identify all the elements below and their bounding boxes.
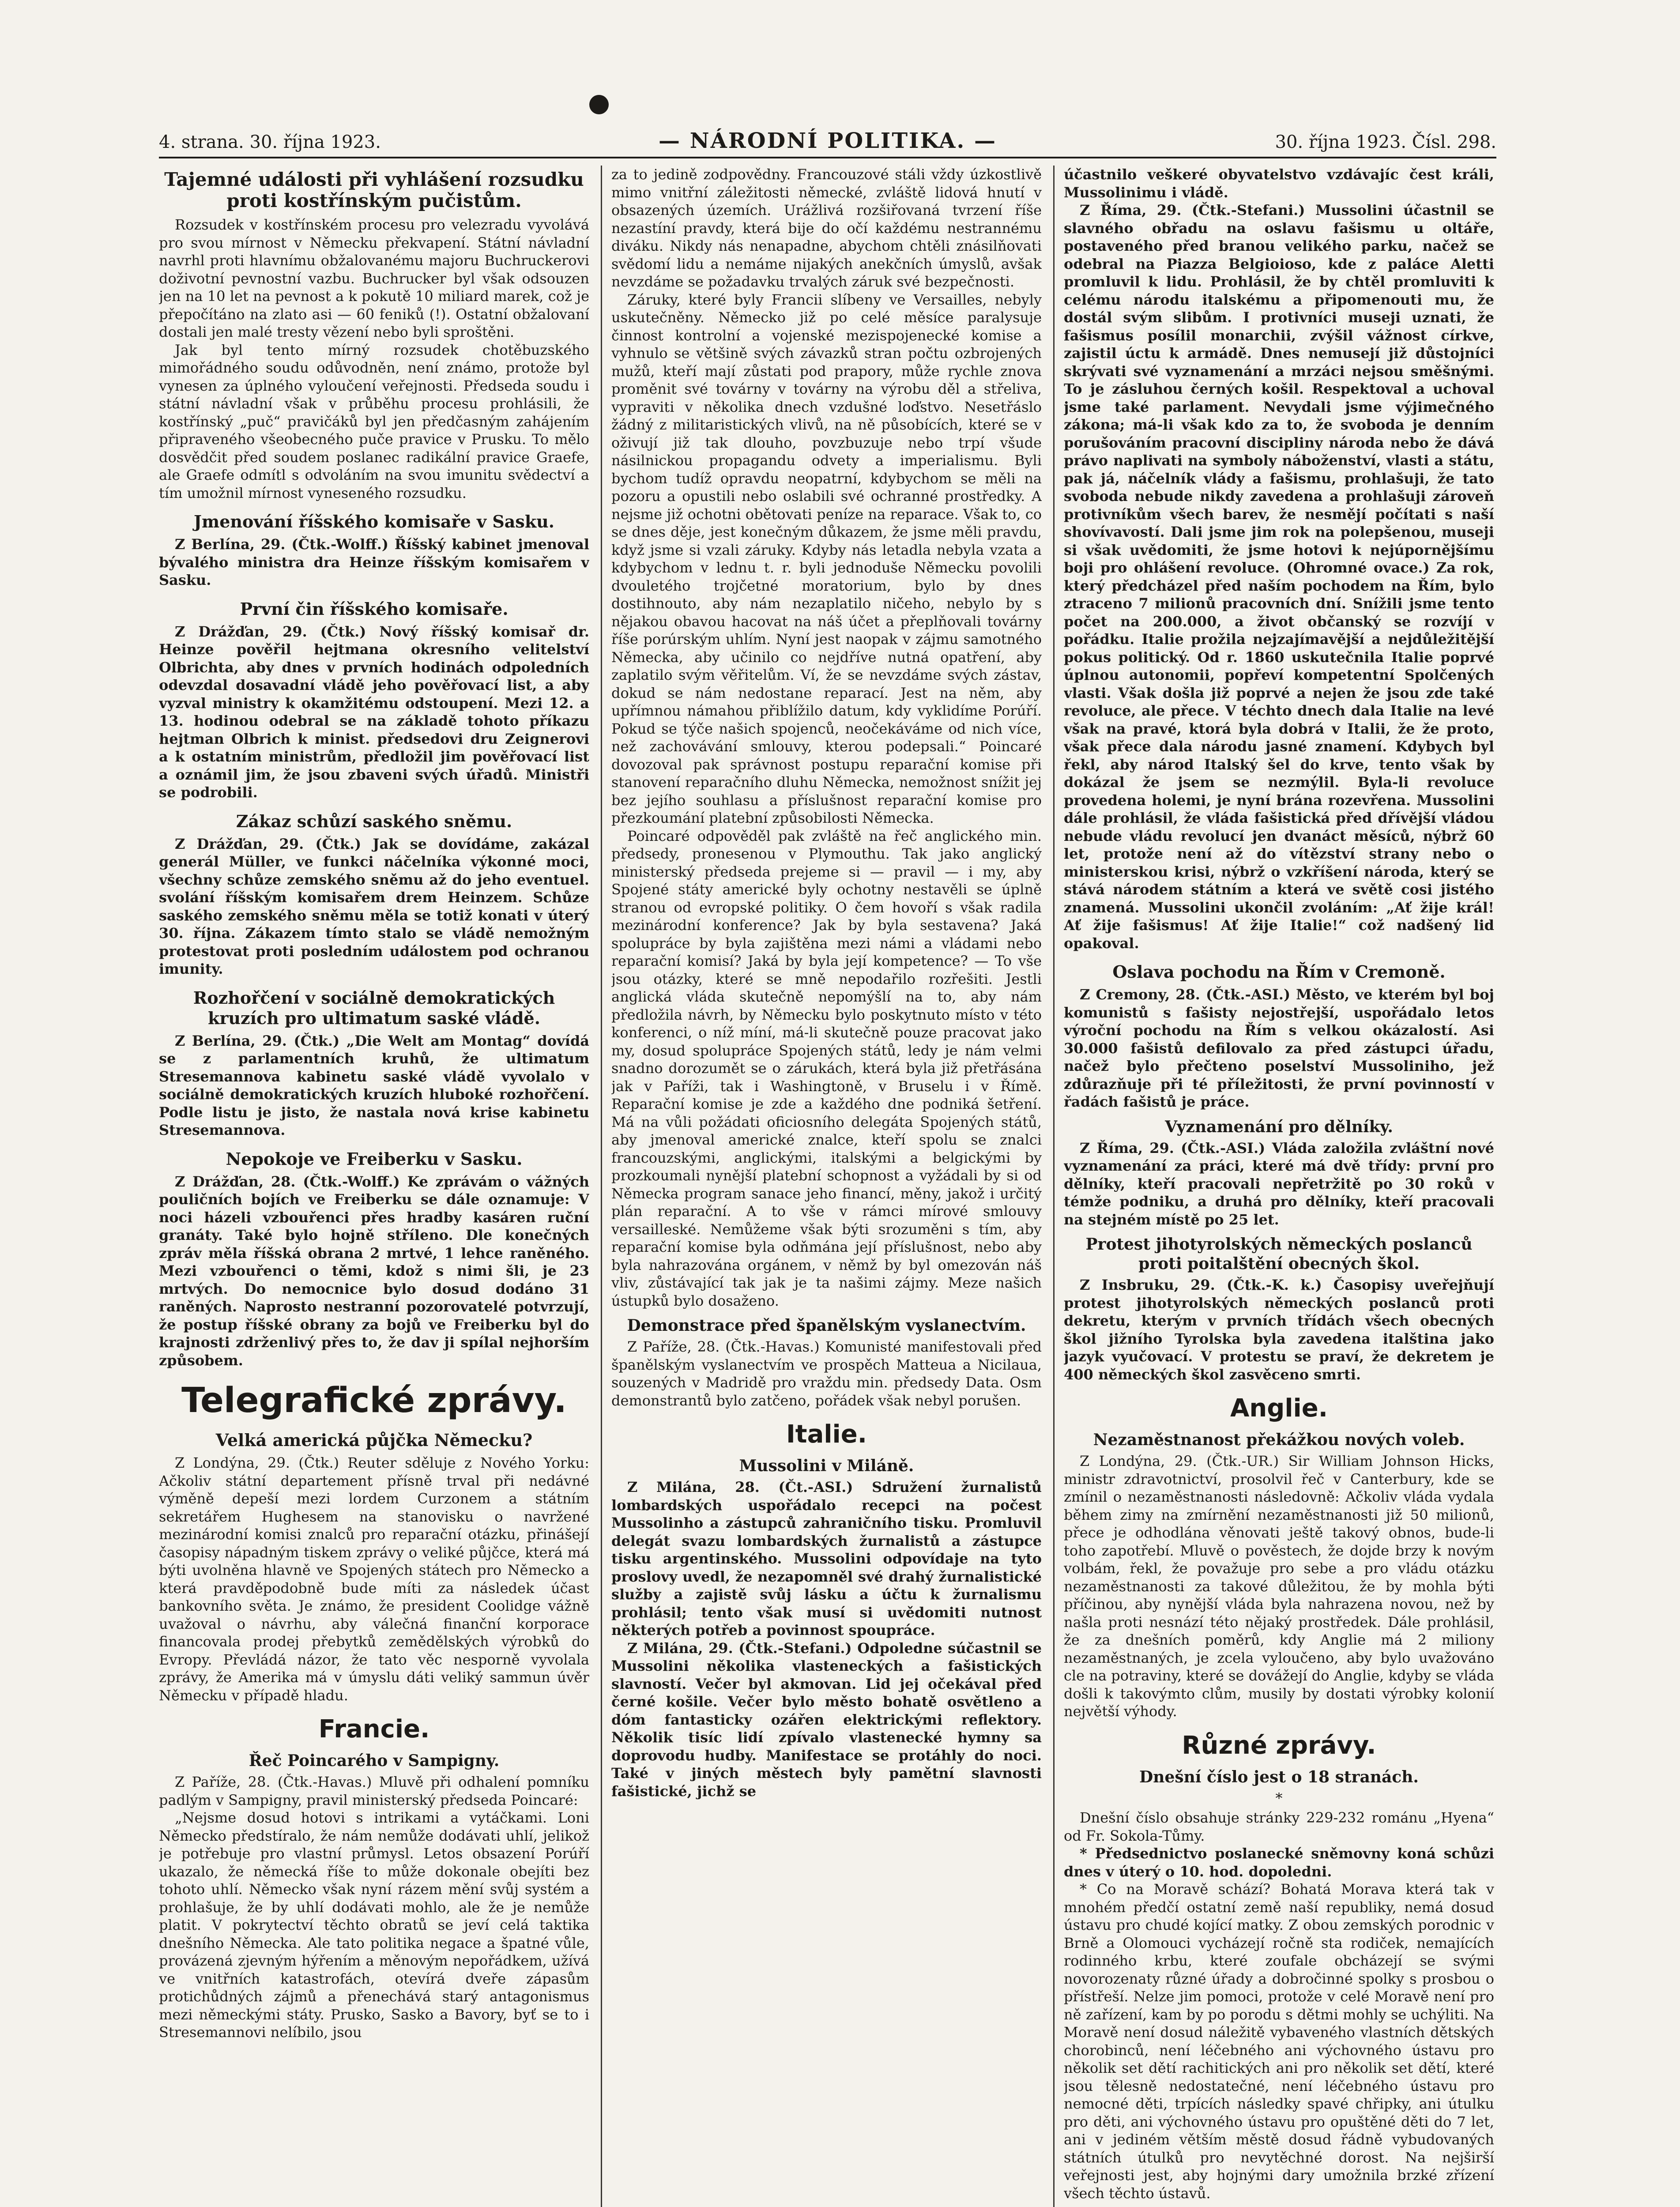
page-header xyxy=(159,126,1496,157)
article-title: Jmenování říšského komisaře v Sasku. xyxy=(194,512,554,531)
article-paragraph: účastnilo veškeré obyvatelstvo vzdávajíc čest králi, Mussolinimu i vládě. xyxy=(1064,166,1494,201)
article-title: Rozhořčení v sociálně demokratických kruzích pro ultimatum saské vládě. xyxy=(193,987,555,1028)
article-paragraph: Z Drážďan, 29. (Čtk.) Nový říšský komisař dr. Heinze pověřil hejtmana okresního velitelství Olbrichta, aby dnes v prvních hodinách odpoledních odevzdal dosavadní vládě jeho pověřovací list, a aby vyzval ministry k okamžitému odstoupení. Mezi 12. a 13. hodinou odebral se na základě tohoto příkazu hejtman Olbrich k minist. předsedovi dru Zeignerovi a k ostatním ministrům, předložil jim pověřovací list a oznámil jim, že jsou zbaveni svých úřadů. Ministři se podrobili. xyxy=(159,623,589,801)
article-paragraph: Záruky, které byly Francii slíbeny ve Versailles, nebyly uskutečněny. Německo již po celé měsíce paralysuje činnost kontrolní a vojenské mezispojenecké komise a vyhnulo se většině svých závazků stran počtu ozbrojených mužů, kteří mají zůstati pod prapory, může rychle znova proměnit své továrny v továrny na výrobu děl a střeliva, vypraviti v několika dnech vzdušné loďstvo. Nesetřáslo žádný z militaristických vlivů, na ně působících, které se v oživují již tak dlouho, povzbuzuje nebo trpí všude násilnickou propagandu odvety a imperialismu. Byli bychom tudíž opravdu neopatrní, kdybychom se měli na pozoru a opustili nebo oslabili své ochranné prostředky. A nejsme již ochotni obětovati peníze na reparace. Však to, co se dnes děje, jest konečným důkazem, že jsme měli pravdu, když jsme si vzali záruky. Kdyby nás letadla nebyla vzata a kdybychom v lednu t. r. byli jednoduše Německu povolili dvouletého trojčetné moratorium, bylo by dnes dostihnouto, aby nám nezaplatilo ničeho, nebylo by s nějakou obavou hacovat na náš účet a přeplňovali továrny říše porúrským uhlím. Nyní jest naopak v zájmu samotného Německa, aby učinilo co nejdříve nutná opatření, aby zaplatilo svým věřitelům. Ví, že se nevzdáme svých zástav, dokud se nám nedostane reparací. Jest na něm, aby upřímnou námahou přiblížilo datum, kdy vyklidíme Porúří. Pokud se týče našich spojenců, neočekáváme od nich více, než zachovávání smlouvy, kterou podepsali.“ Poincaré dovozoval pak správnost postupu reparační komise při stanovení reparačního dluhu Německa, nemožnost snížit jej bez jejího souhlasu a příslušnost reparační komise pro přezkoumání platební způsobilosti Německa. xyxy=(611,291,1042,826)
article-paragraph: Z Londýna, 29. (Čtk.) Reuter sděluje z Nového Yorku: Ačkoliv státní departement přísně trval při nedávné výměně depeší mezi lordem Curzonem a státním sekretářem Hughesem na stanovisku o navržené mezinárodní komisi znalců pro reparační otázku, přinášejí časopisy nápadným tiskem zprávy o veliké půjčce, která má býti uvolněna hlavně ve Spojených státech pro Německo a která pravděpodobně bude míti za následek účast bankovního světa. Je známo, že president Coolidge vážně uvažoval o návrhu, aby válečná finanční korporace financovala prodej přebytků zemědělských výrobků do Evropy. Převládá názor, že tato věc nesporně vyvolala zprávy, že Amerika má v úmyslu dáti veliký sammun úvěr Německu v případě hladu. xyxy=(159,1454,589,1704)
article-title: Mussolini v Miláně. xyxy=(739,1457,914,1475)
header-rule xyxy=(159,157,1496,158)
section-heading: Italie. xyxy=(786,1420,867,1449)
section-heading: Telegrafické zprávy. xyxy=(181,1381,567,1420)
article-paragraph: Z Londýna, 29. (Čtk.-UR.) Sir William Johnson Hicks, ministr zdravotnictví, prosolvil řeč v Canterbury, kde se zmínil o nezaměstnanosti následovně: Ačkoliv vláda vydala během zimy na zmírnění nezaměstnanosti již 50 milionů, přece je odhodlána věnovati ještě takový obnos, bude-li toho zapotřebí. Mluvě o pověstech, že dojde brzy k novým volbám, řekl, že považuje pro sebe a pro vládu otázku nezaměstnanosti za takové důležitou, že by mohla býti příčinou, aby nynější vláda byla nahrazena novou, než by našla proti nesnází této nějaký prostředek. Dále prohlásil, že za dnešních poměrů, kdy Anglie má 2 miliony nezaměstnaných, je zcela vyloučeno, aby bylo uvažováno cle na potraviny, které se dovážejí do Anglie, kdyby se vláda došli k takovýmto clům, musily by dostati výrobky kolonií největší výhody. xyxy=(1064,1453,1494,1720)
header-date-left: 4. strana. 30. října 1923. xyxy=(159,132,381,152)
article-paragraph: Jak byl tento mírný rozsudek chotěbuzského mimořádného soudu odůvodněn, není známo, protože byl vynesen za úplného vyloučení veřejnosti. Předseda soudu i státní návladní však v průběhu procesu prohlásili, že kostřínský „puč“ pravičáků byl jen předčasným zahájením připraveného všeobecného puče pravice v Prusku. To mělo dosvědčit před soudem poslanec radikální pravice Graefe, ale Graefe odmítl s odvoláním na svou imunitu svědectví a tím umožnil mírnost vyneseného rozsudku. xyxy=(159,341,589,501)
article-paragraph: Z Milána, 28. (Čt.-ASI.) Sdružení žurnalistů lombardských uspořádalo recepci na počest Mussolinho a zástupců zahraničního tisku. Promluvil delegát svazu lombardských žurnalistů a zástupce tisku argentinského. Mussolini odpovídaje na tyto proslovy uvedl, že nezapomněl své drahý žurnalistické služby a zajistě svůj lásku a účtu k žurnalismu prohlásil; tento však musí si uvědomiti nutnost některých potřeb a povinnost spoupráce. xyxy=(611,1479,1042,1638)
article-title: Demonstrace před španělským vyslanectvím. xyxy=(627,1316,1026,1335)
article-paragraph: Z Berlína, 29. (Čtk.-Wolff.) Říšský kabinet jmenoval bývalého ministra dra Heinze říšským komisařem v Sasku. xyxy=(159,536,589,588)
article-title: Nezaměstnanost překážkou nových voleb. xyxy=(1093,1431,1465,1449)
article-paragraph: * Co na Moravě schází? Bohatá Morava která tak v mnohém předčí ostatní země naší republiky, nemá dosud ústavu pro chudé kojící matky. Z obou zemských porodnic v Brně a Olomouci vycházejí ročně sta rodiček, nemajících rodinného krbu, které zoufale obcházejí se svými novorozenaty různé úřady a dobročinné spolky s prosbou o přístřeší. Nelze jim pomoci, protože v celé Moravě není pro ně zařízení, kam by po porodu s dětmi mohly se uchýliti. Na Moravě není dosud náležitě vybaveného vlastních dětských chorobinců, není léčebného ani výchovného ústavu pro několik set dětí rachitických ani pro několik set dětí, které jsou tělesně nedostatečné, není léčebného ústavu pro nemocné děti, trpících následky spavé chřipky, ani útulku pro děti, ani výchovného ústavu pro opuštěné děti do 7 let, ani v jediném větším městě dosud řádně vybudovaných státních útulků pro nevytěchné dorost. Na nejširší veřejnosti jest, aby hojnými dary umožnila brzké zřízení všech těchto ústavů. xyxy=(1064,1881,1494,2202)
article-title: Zákaz schůzí saského sněmu. xyxy=(236,811,512,831)
article-paragraph: Z Milána, 29. (Čtk.-Stefani.) Odpoledne súčastnil se Mussolini několika vlasteneckých a fašistických slavností. Večer byl akmovan. Lid jej očekával před černé košile. Večer bylo město bohatě osvětleno a dóm fantasticky ozářen elektrickými reflektory. Několik tisíc lidí zpívalo vlastenecké hymny sa doprovodu hudby. Manifestace se protáhly do noci. Také v jiných městech byly pamětní slavnosti fašistické, jichž se xyxy=(611,1639,1042,1800)
section-heading: Různé zprávy. xyxy=(1182,1731,1376,1760)
article-title: Vyznamenání pro dělníky. xyxy=(1165,1117,1393,1136)
article-paragraph: za to jedině zodpovědny. Francouzové stáli vždy úzkostlivě mimo vnitřní záležitosti německé, zvláště lidová hnutí v obsazených územích. Urážlivá rozšiřovaná tvrzení říše nezastíní pravdy, která bije do očí každému nestrannému diváku. Nikdy nás nenapadne, abychom chtěli znásilňovati svědomí lidu a nemáme nijakých anekčních úmyslů, avšak nevzdáme se požadavku trvalých záruk své bezpečnosti. xyxy=(611,166,1042,290)
article-title: Protest jihotyrolských německých poslanců proti poitalštění obecných škol. xyxy=(1085,1235,1473,1273)
section-heading: Anglie. xyxy=(1230,1394,1328,1423)
section-heading: Francie. xyxy=(318,1715,430,1744)
article-paragraph: Z Berlína, 29. (Čtk.) „Die Welt am Montag“ dovídá se z parlamentních kruhů, že ultimatum Stresemannova kabinetu saské vládě vyvolalo v sociálně demokratických kruzích hluboké rozhořčení. Podle listu je jisto, že nastala nová krise kabinetu Stresemannova. xyxy=(159,1032,589,1138)
article-paragraph: Z Říma, 29. (Čtk.-ASI.) Vláda založila zvláštní nové vyznamenání za práci, které má dvě třídy: první pro dělníky, kteří pracovali nepřetržitě po 30 roků v témže podniku, a druhá pro dělníky, kteří pracovali na stejném místě po 25 let. xyxy=(1064,1139,1494,1228)
article-paragraph: Z Drážďan, 29. (Čtk.) Jak se dovídáme, zakázal generál Müller, ve funkci náčelníka výkonné moci, všechny schůze zemského sněmu až do jeho eventuel. svolání říšským komisařem drem Heinzem. Schůze saského zemského sněmu měla se totiž konati v úterý 30. října. Zákazem tímto stalo se vládě nemožným protestovat proti posledním událostem pod ochranou imunity. xyxy=(159,835,589,977)
article-paragraph: Dnešní číslo obsahuje stránky 229-232 románu „Hyena“ od Fr. Sokola-Tůmy. xyxy=(1064,1809,1494,1844)
article-title: Velká americká půjčka Německu? xyxy=(215,1430,533,1450)
column-divider-2 xyxy=(1053,166,1055,2207)
article-paragraph: * Předsednictvo poslanecké sněmovny koná schůzi dnes v úterý o 10. hod. dopoledni. xyxy=(1064,1845,1494,1880)
column-2 xyxy=(611,166,1042,2207)
separator-star: * xyxy=(1275,1789,1283,1807)
article-paragraph: Z Cremony, 28. (Čtk.-ASI.) Město, ve kterém byl boj komunistů s fašisty nejostřejší, uspořádalo letos výroční pochodu na Řím s velkou okázalostí. Asi 30.000 fašistů defilovalo za před zástupci úřadu, načež bylo přečteno poselství Mussoliniho, jež zdůrazňuje při té příležitosti, že první povinností v řadách fašistů je práce. xyxy=(1064,986,1494,1110)
article-title: První čin říšského komisaře. xyxy=(240,599,509,619)
article-title: Řeč Poincarého v Sampigny. xyxy=(249,1751,500,1770)
article-paragraph: „Nejsme dosud hotovi s intrikami a vytáčkami. Loni Německo předstíralo, že nám nemůže dodávati uhlí, jelikož je potřebuje pro vlastní průmysl. Letos obsazení Porúří ukazalo, že německá říše to může dokonale obejíti bez tohoto uhlí. Německo však nyní rázem mění svůj systém a prohlašuje, že by uhlí dodávati mohlo, ale že je nemůže platit. V pokrytectví těchto obratů se jeví celá taktika dnešního Německa. Ale tato politika negace a špatné vůle, provázená zjevným hýřením a měnovým nepořádkem, užívá ve vnitřních katastrofách, otevírá dveře zápasům protichůdných zájmů a přenechává starý antagonismus mezi německými státy. Prusko, Sasko a Bavory, byť se to i Stresemannovi nelíbilo, jsou xyxy=(159,1809,589,2041)
article-paragraph: Z Insbruku, 29. (Čtk.-K. k.) Časopisy uveřejňují protest jihotyrolských německých poslanců proti dekretu, kterým v prvních třídách všech obecných škol jižního Tyrolska byla zavedena italština jako jazyk vyučovací. V protestu se praví, že dekretem je 400 německých škol zasvěceno smrti. xyxy=(1064,1277,1494,1383)
ink-mark xyxy=(589,95,609,114)
article-title: Oslava pochodu na Řím v Cremoně. xyxy=(1112,962,1446,982)
article-paragraph: Z Drážďan, 28. (Čtk.-Wolff.) Ke zprávám o vážných pouličních bojích ve Freiberku se dále oznamuje: V noci házeli vzbouřenci přes hradby kasáren ruční granáty. Také bylo hojně stříleno. Dle konečných zpráv měla říšská obrana 2 mrtvé, 1 lehce raněného. Mezi vzbouřenci o těmi, kdož s nimi šli, je 23 mrtvých. Do nemocnice bylo dosud dodáno 31 raněných. Naprosto nestranní pozorovatelé potvrzují, že postup říšské obrany za bojů ve Freiberku byl do krajnosti zdrženlivý přes to, že dav ji spílal nejhorším způsobem. xyxy=(159,1173,589,1369)
article-paragraph: Rozsudek v kostřínském procesu pro velezradu vyvolává pro svou mírnost v Německu překvapení. Státní návladní navrhl proti hlavnímu obžalovanému majoru Buchruckerovi doživotní pevnostní vazbu. Buchrucker byl však odsouzen jen na 10 let na pevnost a k pokutě 10 miliard marek, což je přepočítáno na zlato asi — 60 feniků (!). Ostatní obžalovaní dostali jen malé tresty vězení nebo byli sproštěni. xyxy=(159,216,589,340)
header-date-right: 30. října 1923. Čísl. 298. xyxy=(1275,132,1496,152)
article-paragraph: Poincaré odpověděl pak zvláště na řeč anglického min. předsedy, pronesenou v Plymouthu. Tak jako anglický ministerský předseda prejeme si — pravil — i my, aby Spojené státy americké byly ochotny nestavěli se úplně stranou od evropské politiky. O čem hovoří s však radila mezinárodní konference? Jak by byla sestavena? Jaká spolupráce by byla zajištěna mezi námi a vládami nebo reparační komisí? Jaká by byla její kompetence? — To vše jsou otázky, které se mně nepodařilo rozřešiti. Jestli anglická vláda skutečně nepomýšlí na to, aby nám předložila návrh, by Německu bylo poskytnuto místo v této konferenci, o níž míní, má-li skutečně pouze pracovat jako my, dosud spolupráce Spojených států, ledy je nám velmi snadno dorozumět se o zárukách, která byla již přetřásána jak v Paříži, tak i Washingtoně, v Bruselu i v Římě. Reparační komise je zde a každého dne podniká šetření. Má na vůli požádati oficiosního delegáta Spojených států, aby jmenoval americké znalce, kteří spolu se znalci francouzskými, anglickými, italskými a belgickými by prozkoumali nynější platební schopnost a vyžádali by si od Německa program sanace jeho financí, měny, jakož i určitý plán reparační. A to vše v rámci mírové smlouvy versailleské. Nemůžeme však býti srozuměni s tím, aby reparační komise byla odňmána její příslušnost, nebo aby byla nahrazována orgánem, v němž by byl omezován náš vliv, zůstávající tak jak je ta našimi zájmy. Meze našich ústupků bylo dosaženo. xyxy=(611,827,1042,1309)
article-title: Nepokoje ve Freiberku v Sasku. xyxy=(226,1149,523,1169)
column-3 xyxy=(1064,166,1494,2207)
article-paragraph: Z Paříže, 28. (Čtk.-Havas.) Komunisté manifestovali před španělským vyslanectvím ve prospěch Matteua a Nicilaua, souzených v Madridě pro vraždu min. předsedy Data. Osm demonstrantů bylo zatčeno, pořádek však nebyl porušen. xyxy=(611,1338,1042,1409)
article-paragraph: Z Říma, 29. (Čtk.-Stefani.) Mussolini účastnil se slavného obřadu na oslavu fašismu u oltáře, postaveného před branou velikého parku, načež se odebral na Piazza Belgioioso, kde z paláce Aletti promluvil k lidu. Prohlásil, že by chtěl promluviti k celému národu italskému a připomenouti mu, že dostál svým slibům. I protivníci museji uznati, že fašismus posílil monarchii, zvýšil vážnost církve, zajistil úctu k armádě. Dnes nemusejí již důstojníci skrývati své vyznamenání a mrzáci nejsou směšnými. To je zásluhou černých košil. Respektoval a uchoval jsme také parlament. Nevydali jsme výjimečného zákona; má-li však kdo za to, že svoboda je denním porušováním pracovní discipliny národa nebo že dává právo naplivati na symboly náboženství, vlasti a státu, pak já, náčelník vlády a fašismu, prohlašuji, že tato svoboda nebude nikdy zavedena a prohlašuji zároveň protivníkům všech barev, že nesmějí počítati s naší shovívavostí. Dali jsme jim rok na polepšenou, museji si však uvědomiti, že jsme hotovi k nejúpornějšímu boji pro ohlášení revoluce. (Ohromné ovace.) Za rok, který předcházel před naším pochodem na Řím, bylo ztraceno 7 milionů pracovních dní. Snížili jsme tento počet na 200.000, a život občanský se rozvíjí v pořádku. Italie prožila nejzajímavější a nejdůležitější pokus politický. Od r. 1860 uskutečnila Italie poprvé úplnou autonomii, popřeví kompetentní Spolčených vlasti. Však došla již poprvé a nejen že jsou zde také revoluce, ale přece. V téchto dnech dala Italie na levé však na pravé, ktorá byla dobrá v Italii, že že proto, však přece dala národu jasné znamení. Kdybych byl řekl, aby národ Italský šel do krve, tento však by dokázal že jsem se nezmýlil. Byla-li revoluce provedena holemi, je nyní brána rozevřena. Mussolini dále prohlásil, že vláda fašistická před dřívější vládou nebude vládu revolucí jen dvanáct měsíců, nýbrž 60 let, protože není až do vítězství strany nebo o ministerskou krisi, nýbrž o vzkříšení národa, který se stává národem státním a která ve světě cosi jistého znamená. Mussolini ukončil zvoláním: „Ať žije král! Ať žije fašismus! Ať žije Italie!“ což nadšený lid opakoval. xyxy=(1064,202,1494,952)
article-paragraph: Z Paříže, 28. (Čtk.-Havas.) Mluvě při odhalení pomníku padlým v Sampigny, pravil ministerský předseda Poincaré: xyxy=(159,1774,589,1808)
column-divider-1 xyxy=(601,166,602,2207)
masthead: — NÁRODNÍ POLITIKA. — xyxy=(659,128,997,153)
column-1 xyxy=(159,166,589,2207)
article-title: Tajemné události při vyhlášení rozsudku proti kostřínským pučistům. xyxy=(164,169,584,211)
article-title: Dnešní číslo jest o 18 stranách. xyxy=(1139,1767,1419,1786)
